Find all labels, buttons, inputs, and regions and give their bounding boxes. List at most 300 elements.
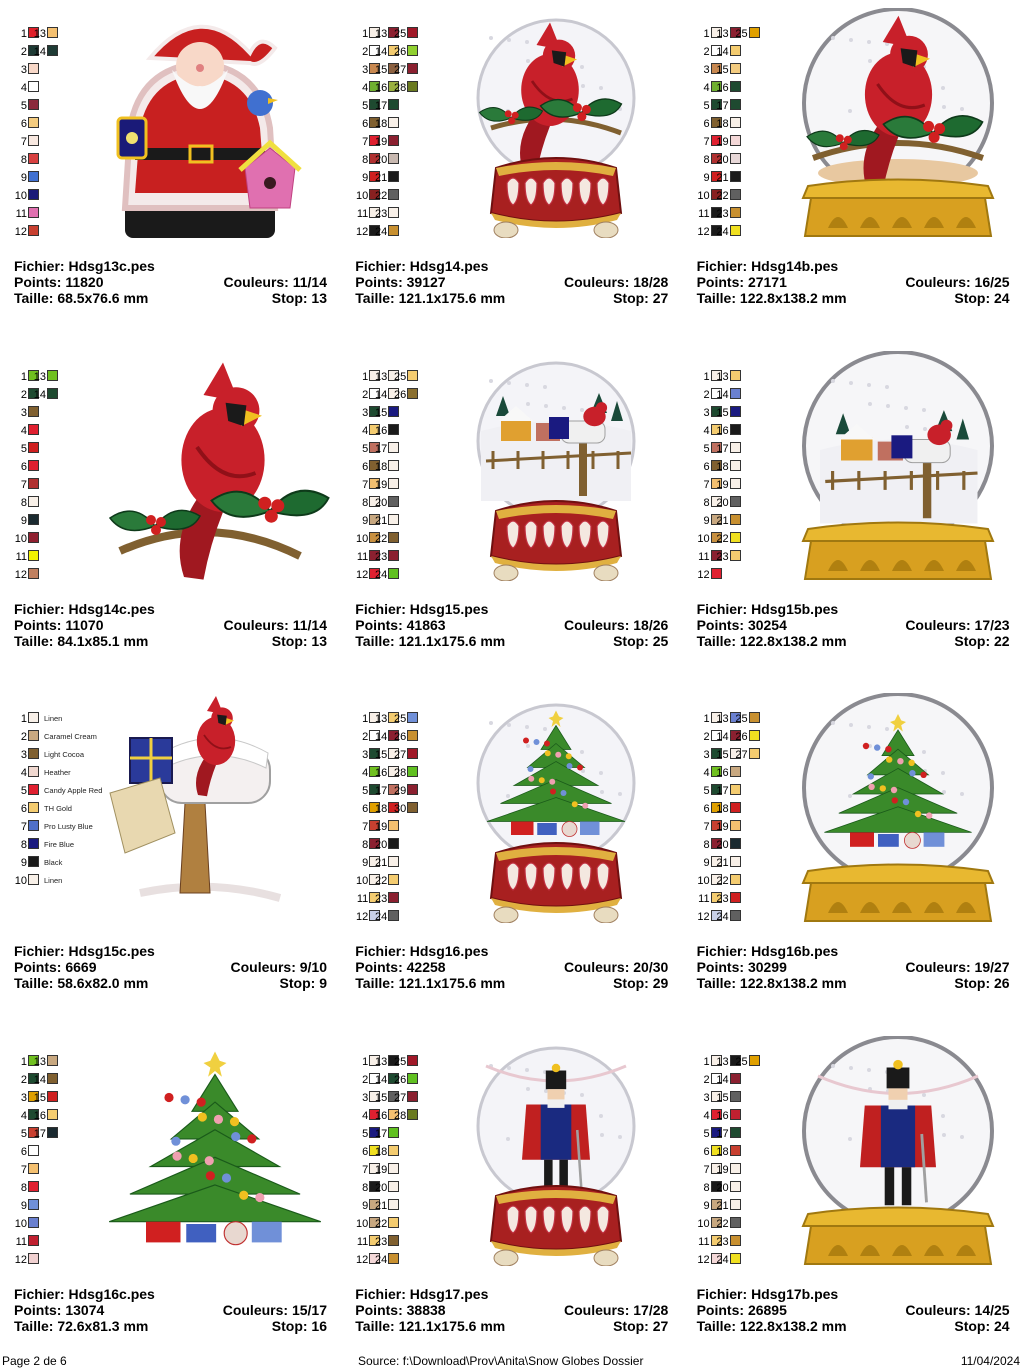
swatch-row [735, 855, 775, 873]
swatch-row [716, 531, 756, 549]
swatch-row [393, 801, 433, 819]
info-colors [564, 617, 668, 633]
swatch-number: 14 [716, 46, 729, 58]
swatch-number: 5 [703, 785, 710, 798]
swatch-number: 1 [703, 370, 710, 383]
embroidery-design-image [100, 693, 330, 923]
info-label: Fichier: [14, 943, 69, 960]
thread-name: Black [44, 858, 63, 868]
color-swatch [407, 766, 418, 777]
swatch-number: 19 [375, 821, 388, 834]
thread-name: Heather [44, 768, 71, 778]
info-line [697, 617, 1010, 633]
swatch-number: 27 [394, 749, 407, 762]
swatch-number: 17 [716, 442, 729, 455]
swatch-column [393, 711, 433, 927]
swatch-number: 14 [375, 388, 388, 401]
swatch-row [393, 188, 433, 206]
info-value: Hdsg13c.pes [68, 258, 155, 274]
swatch-row [33, 369, 73, 387]
swatch-row [393, 819, 433, 837]
color-swatch [730, 550, 741, 561]
swatch-number: 20 [375, 496, 388, 509]
print-date: 11/04/2024 [960, 1354, 1020, 1368]
swatch-number: 1 [703, 1055, 710, 1068]
swatch-number: 10 [356, 875, 369, 888]
design-info [355, 601, 668, 649]
info-line [355, 274, 668, 290]
swatch-number: 12 [356, 568, 369, 581]
swatch-number: 7 [20, 821, 27, 834]
swatch-number: 13 [33, 1055, 46, 1068]
info-value: 24 [994, 1317, 1010, 1334]
swatch-row [33, 62, 73, 80]
color-swatch [47, 370, 58, 381]
design-card [0, 343, 341, 685]
color-swatch [407, 784, 418, 795]
swatch-row [735, 819, 775, 837]
info-size [355, 290, 505, 306]
info-label: Stop: [954, 975, 995, 992]
info-line [697, 1302, 1010, 1318]
swatch-row [393, 1162, 433, 1180]
info-label: Fichier: [14, 1285, 69, 1302]
info-label: Taille: [355, 290, 399, 306]
swatch-number: 9 [703, 1199, 710, 1212]
swatch-number: 12 [697, 1253, 710, 1266]
swatch-number: 23 [716, 208, 729, 220]
info-value: 27171 [747, 274, 787, 290]
swatch-number: 19 [716, 136, 729, 148]
info-label: Points: [696, 274, 748, 290]
info-value: 29 [652, 975, 669, 992]
swatch-number: 12 [14, 1253, 27, 1266]
info-label: Points: [14, 616, 66, 633]
info-line [355, 959, 668, 975]
color-swatch [749, 1055, 760, 1066]
color-swatch [47, 1091, 58, 1102]
swatch-row [735, 1216, 775, 1234]
swatch-number: 22 [716, 532, 729, 545]
swatch-number: 26 [394, 46, 407, 58]
swatch-number: 12 [356, 226, 369, 238]
design-info [697, 1286, 1010, 1334]
swatch-number: 19 [375, 136, 388, 148]
color-swatch [28, 748, 39, 759]
info-label: Taille: [355, 975, 399, 992]
source-path: Source: f:\Download\Prov\Anita\Snow Globes Dossier [358, 1354, 644, 1368]
info-line [14, 633, 327, 649]
thread-name: Linen [44, 876, 63, 886]
swatch-row [393, 369, 433, 387]
swatch-row [393, 459, 433, 477]
swatch-number: 18 [375, 803, 388, 816]
swatch-number: 13 [33, 370, 46, 383]
swatch-number: 10 [14, 875, 27, 888]
swatch-number: 25 [394, 370, 407, 383]
info-line [14, 1318, 327, 1334]
swatch-number: 10 [14, 532, 27, 545]
swatch-number: 4 [362, 82, 369, 94]
swatch-number: 8 [703, 839, 710, 852]
swatch-row [33, 1198, 73, 1216]
swatch-row [33, 170, 73, 188]
swatch-row [33, 134, 73, 152]
thread-name: Caramel Cream [44, 732, 97, 742]
swatch-number: 14 [716, 731, 729, 744]
swatch-row [735, 1126, 775, 1144]
swatch-number: 4 [703, 82, 710, 94]
info-line [697, 959, 1010, 975]
info-size [14, 1318, 148, 1334]
info-value: 121.1x175.6 mm [398, 632, 506, 649]
swatch-number: 10 [356, 1217, 369, 1230]
swatch-number: 6 [362, 118, 369, 130]
swatch-number: 16 [375, 767, 388, 780]
swatch-number: 9 [703, 857, 710, 870]
design-card [0, 685, 341, 1027]
swatch-number: 3 [20, 749, 27, 762]
info-value: Hdsg17.pes [409, 1285, 489, 1302]
swatch-number: 26 [735, 731, 748, 744]
swatch-row [735, 206, 775, 224]
swatch-number: 10 [697, 190, 710, 202]
swatch-row [735, 891, 775, 909]
info-value: 42258 [406, 959, 446, 976]
color-swatch [28, 820, 39, 831]
swatch-number: 20 [375, 839, 388, 852]
swatch-row [716, 513, 756, 531]
embroidery-design-image [783, 1036, 1013, 1266]
info-value: 17/23 [974, 616, 1010, 633]
swatch-row [393, 98, 433, 116]
design-card [683, 685, 1024, 1027]
info-line [355, 1302, 668, 1318]
swatch-number: 10 [356, 532, 369, 545]
info-label: Couleurs: [564, 616, 634, 633]
swatch-row [33, 98, 73, 116]
swatch-number: 1 [20, 370, 27, 383]
info-size [14, 290, 148, 306]
swatch-number: 20 [716, 154, 729, 166]
swatch-number: 6 [703, 803, 710, 816]
info-label: Stop: [954, 632, 995, 649]
swatch-row [393, 567, 433, 585]
swatch-number: 23 [375, 893, 388, 906]
info-stop [613, 975, 668, 991]
color-swatch [730, 478, 741, 489]
swatch-row [716, 459, 756, 477]
info-points [355, 274, 445, 290]
swatch-number: 19 [375, 478, 388, 491]
swatch-row [735, 873, 775, 891]
info-value: 18/28 [633, 274, 669, 290]
swatch-row [14, 765, 114, 783]
swatch-row [14, 801, 114, 819]
info-file [14, 1286, 155, 1302]
swatch-row [393, 62, 433, 80]
swatch-row [393, 765, 433, 783]
swatch-number: 9 [20, 172, 27, 184]
swatch-row [716, 549, 756, 567]
info-value: 26895 [747, 1301, 787, 1318]
swatch-number: 8 [20, 496, 27, 509]
swatch-row [393, 909, 433, 927]
swatch-number: 7 [362, 821, 369, 834]
swatch-number: 6 [703, 1145, 710, 1158]
info-line [14, 601, 327, 617]
swatch-number: 4 [20, 767, 27, 780]
swatch-number: 4 [362, 1109, 369, 1122]
swatch-number: 28 [394, 82, 407, 94]
swatch-row [393, 206, 433, 224]
swatch-number: 9 [20, 1199, 27, 1212]
color-swatch [47, 1109, 58, 1120]
info-value: Hdsg16b.pes [751, 943, 839, 960]
color-swatch [28, 856, 39, 867]
swatch-row [735, 1144, 775, 1162]
swatch-number: 6 [20, 803, 27, 816]
info-label: Stop: [613, 975, 653, 992]
swatch-number: 16 [375, 82, 388, 94]
swatch-number: 22 [375, 1217, 388, 1230]
info-label: Taille: [696, 290, 740, 306]
info-value: 11070 [65, 616, 104, 633]
info-colors [224, 617, 328, 633]
info-value: Hdsg15b.pes [751, 600, 839, 617]
swatch-number: 2 [20, 731, 27, 744]
info-line [355, 258, 668, 274]
swatch-number: 11 [356, 893, 369, 906]
info-line [355, 1318, 668, 1334]
swatch-row [14, 729, 114, 747]
info-stop [954, 1318, 1009, 1334]
swatch-row [716, 423, 756, 441]
swatch-number: 26 [394, 1073, 407, 1086]
swatch-number: 18 [375, 118, 388, 130]
swatch-row [735, 783, 775, 801]
swatch-number: 2 [362, 46, 369, 58]
swatch-number: 10 [697, 875, 710, 888]
info-label: Points: [355, 959, 407, 976]
page-number: Page 2 de 6 [2, 1354, 67, 1368]
info-value: 18/26 [633, 616, 669, 633]
swatch-number: 17 [375, 100, 388, 112]
swatch-number: 25 [735, 28, 748, 40]
swatch-number: 8 [703, 496, 710, 509]
thread-name: Pro Lusty Blue [44, 822, 93, 832]
info-line [697, 258, 1010, 274]
swatch-number: 13 [716, 1055, 729, 1068]
info-label: Points: [14, 1301, 66, 1318]
design-info [355, 1286, 668, 1334]
swatch-number: 10 [697, 532, 710, 545]
swatch-number: 10 [14, 190, 27, 202]
swatch-number: 12 [14, 226, 27, 238]
swatch-number: 14 [716, 388, 729, 401]
swatch-number: 12 [697, 911, 710, 924]
info-value: 15/17 [291, 1301, 327, 1318]
swatch-row [393, 855, 433, 873]
swatch-number: 22 [375, 875, 388, 888]
swatch-number: 9 [362, 514, 369, 527]
info-size [697, 633, 847, 649]
swatch-row [393, 1180, 433, 1198]
info-label: Couleurs: [905, 959, 975, 976]
color-swatch [730, 370, 741, 381]
info-value: 11/14 [292, 274, 327, 290]
info-label: Fichier: [355, 1285, 410, 1302]
swatch-row [735, 134, 775, 152]
swatch-row [33, 495, 73, 513]
swatch-number: 20 [375, 1181, 388, 1194]
swatch-row [735, 1090, 775, 1108]
info-value: 58.6x82.0 mm [57, 975, 149, 992]
swatch-number: 5 [703, 442, 710, 455]
info-label: Fichier: [696, 943, 752, 960]
swatch-row [716, 441, 756, 459]
color-swatch [28, 802, 39, 813]
thread-name: Light Cocoa [44, 750, 85, 760]
info-value: Hdsg14.pes [409, 258, 489, 274]
design-info [14, 258, 327, 306]
info-value: 6669 [65, 959, 97, 976]
info-points [14, 274, 104, 290]
color-swatch [407, 81, 418, 92]
swatch-number: 23 [375, 550, 388, 563]
thread-name: Fire Blue [44, 840, 75, 850]
info-label: Fichier: [355, 600, 410, 617]
info-line [14, 959, 327, 975]
info-value: Hdsg14b.pes [751, 258, 839, 274]
swatch-number: 15 [716, 749, 729, 762]
swatch-row [14, 711, 114, 729]
swatch-number: 7 [362, 478, 369, 491]
swatch-number: 5 [703, 1127, 710, 1140]
embroidery-design-image [100, 8, 330, 238]
swatch-number: 13 [716, 713, 729, 726]
info-file [14, 258, 155, 274]
info-value: Hdsg14c.pes [68, 600, 155, 617]
swatch-number: 27 [394, 64, 407, 76]
design-info [697, 601, 1010, 649]
info-size [355, 1318, 505, 1334]
swatch-number: 20 [375, 154, 388, 166]
swatch-row [33, 80, 73, 98]
swatch-row [716, 477, 756, 495]
swatch-number: 24 [716, 226, 729, 238]
info-value: 27 [652, 1317, 669, 1334]
swatch-number: 14 [375, 731, 388, 744]
swatch-number: 13 [375, 713, 388, 726]
swatch-number: 4 [703, 767, 710, 780]
swatch-column [14, 711, 114, 891]
swatch-row [33, 116, 73, 134]
info-line [14, 975, 327, 991]
info-stop [280, 975, 327, 991]
info-stop [272, 290, 327, 306]
swatch-number: 3 [362, 749, 369, 762]
info-stop [954, 290, 1009, 306]
info-label: Points: [14, 274, 66, 290]
swatch-number: 13 [33, 28, 46, 40]
info-size [14, 633, 148, 649]
info-value: Hdsg16.pes [409, 943, 489, 960]
swatch-number: 10 [14, 1217, 27, 1230]
embroidery-design-image [100, 1036, 330, 1266]
swatch-row [393, 26, 433, 44]
swatch-row [735, 116, 775, 134]
swatch-row [735, 80, 775, 98]
swatch-number: 13 [716, 28, 729, 40]
swatch-number: 1 [362, 370, 369, 383]
swatch-number: 16 [375, 1109, 388, 1122]
info-value: 11/14 [292, 616, 327, 633]
swatch-number: 8 [703, 1181, 710, 1194]
info-label: Couleurs: [905, 616, 975, 633]
swatch-number: 1 [362, 713, 369, 726]
info-label: Fichier: [355, 943, 410, 960]
swatch-row [735, 1234, 775, 1252]
swatch-column [735, 711, 775, 927]
swatch-number: 21 [716, 514, 729, 527]
swatch-row [735, 1162, 775, 1180]
info-value: 19/27 [974, 959, 1010, 976]
swatch-number: 23 [375, 1235, 388, 1248]
swatch-number: 19 [716, 478, 729, 491]
info-points [697, 617, 787, 633]
swatch-number: 7 [703, 821, 710, 834]
embroidery-design-image [441, 351, 671, 581]
swatch-row [393, 495, 433, 513]
info-points [14, 617, 104, 633]
info-label: Couleurs: [230, 959, 300, 976]
swatch-number: 24 [375, 568, 388, 581]
swatch-column [735, 1054, 775, 1270]
swatch-number: 8 [20, 839, 27, 852]
swatch-row [14, 873, 114, 891]
swatch-row [735, 1054, 775, 1072]
info-label: Fichier: [696, 600, 752, 617]
color-swatch [749, 748, 760, 759]
info-label: Couleurs: [564, 1301, 634, 1318]
swatch-row [33, 531, 73, 549]
info-label: Fichier: [14, 258, 69, 274]
color-swatch [47, 1055, 58, 1066]
info-label: Stop: [271, 290, 312, 306]
design-card [0, 0, 341, 342]
swatch-row [33, 405, 73, 423]
swatch-row [716, 387, 756, 405]
swatch-number: 17 [716, 100, 729, 112]
info-points [14, 1302, 104, 1318]
swatch-number: 24 [375, 1253, 388, 1266]
swatch-number: 7 [20, 478, 27, 491]
swatch-number: 5 [362, 1127, 369, 1140]
info-file [14, 601, 155, 617]
info-points [697, 1302, 787, 1318]
info-value: 121.1x175.6 mm [398, 1317, 506, 1334]
info-line [14, 943, 327, 959]
swatch-row [735, 98, 775, 116]
swatch-number: 4 [20, 82, 27, 94]
swatch-number: 7 [20, 136, 27, 148]
swatch-number: 25 [394, 28, 407, 40]
swatch-number: 17 [716, 785, 729, 798]
info-label: Points: [14, 959, 66, 976]
swatch-number: 5 [703, 100, 710, 112]
color-swatch [28, 766, 39, 777]
